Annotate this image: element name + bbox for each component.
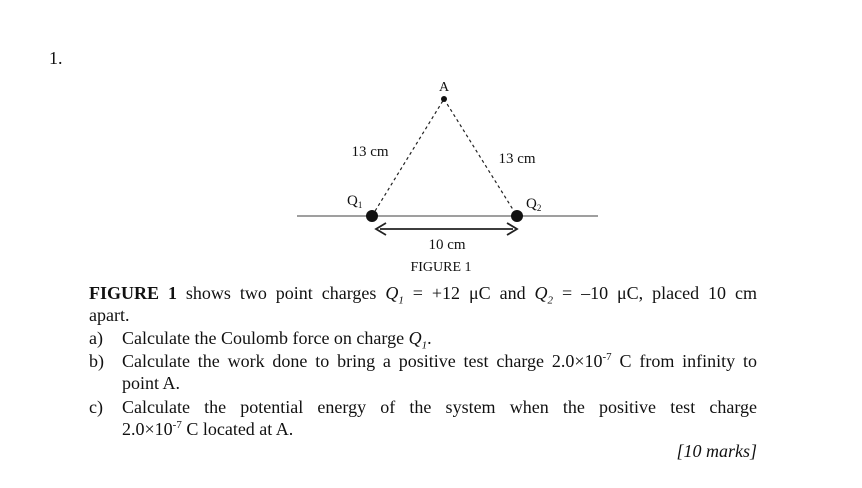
- part-b-line-1: Calculate the work done to bring a positive test charge $2.0\times 10^{-7}$ C from infinity to: [122, 351, 757, 371]
- label-right-side: 13 cm: [498, 151, 536, 167]
- part-c-line-2: $2.0\times 10^{-7}$ C located at A.: [122, 419, 294, 439]
- part-a-label: a): [89, 328, 103, 348]
- intro-line-1: FIGURE 1 shows two point charges $Q_1 = +12$ μC and $Q_2 = -10$ μC, placed 10 cm: [89, 283, 757, 307]
- charge-q1-dot: [366, 210, 378, 222]
- point-a-dot: [441, 96, 447, 102]
- intro-line-2: apart.: [89, 305, 130, 325]
- part-a-text: Calculate the Coulomb force on charge $Q_1$.: [122, 328, 432, 352]
- label-left-side: 13 cm: [351, 144, 389, 160]
- charge-q2-dot: [511, 210, 523, 222]
- figure-reference: FIGURE 1: [89, 283, 177, 303]
- label-a: A: [438, 80, 450, 95]
- part-b-label: b): [89, 351, 104, 371]
- label-q1: $Q_1$: [347, 193, 363, 210]
- question-number: 1.: [49, 48, 63, 68]
- part-c-line-1: Calculate the potential energy of the system when the positive test charge: [122, 397, 757, 417]
- label-q2: $Q_2$: [526, 196, 542, 213]
- part-c-label: c): [89, 397, 103, 417]
- figure-caption: FIGURE 1: [410, 260, 472, 275]
- label-base-distance: 10 cm: [428, 237, 466, 253]
- marks-allocation: [10 marks]: [676, 441, 757, 461]
- part-b-line-2: point A.: [122, 373, 181, 393]
